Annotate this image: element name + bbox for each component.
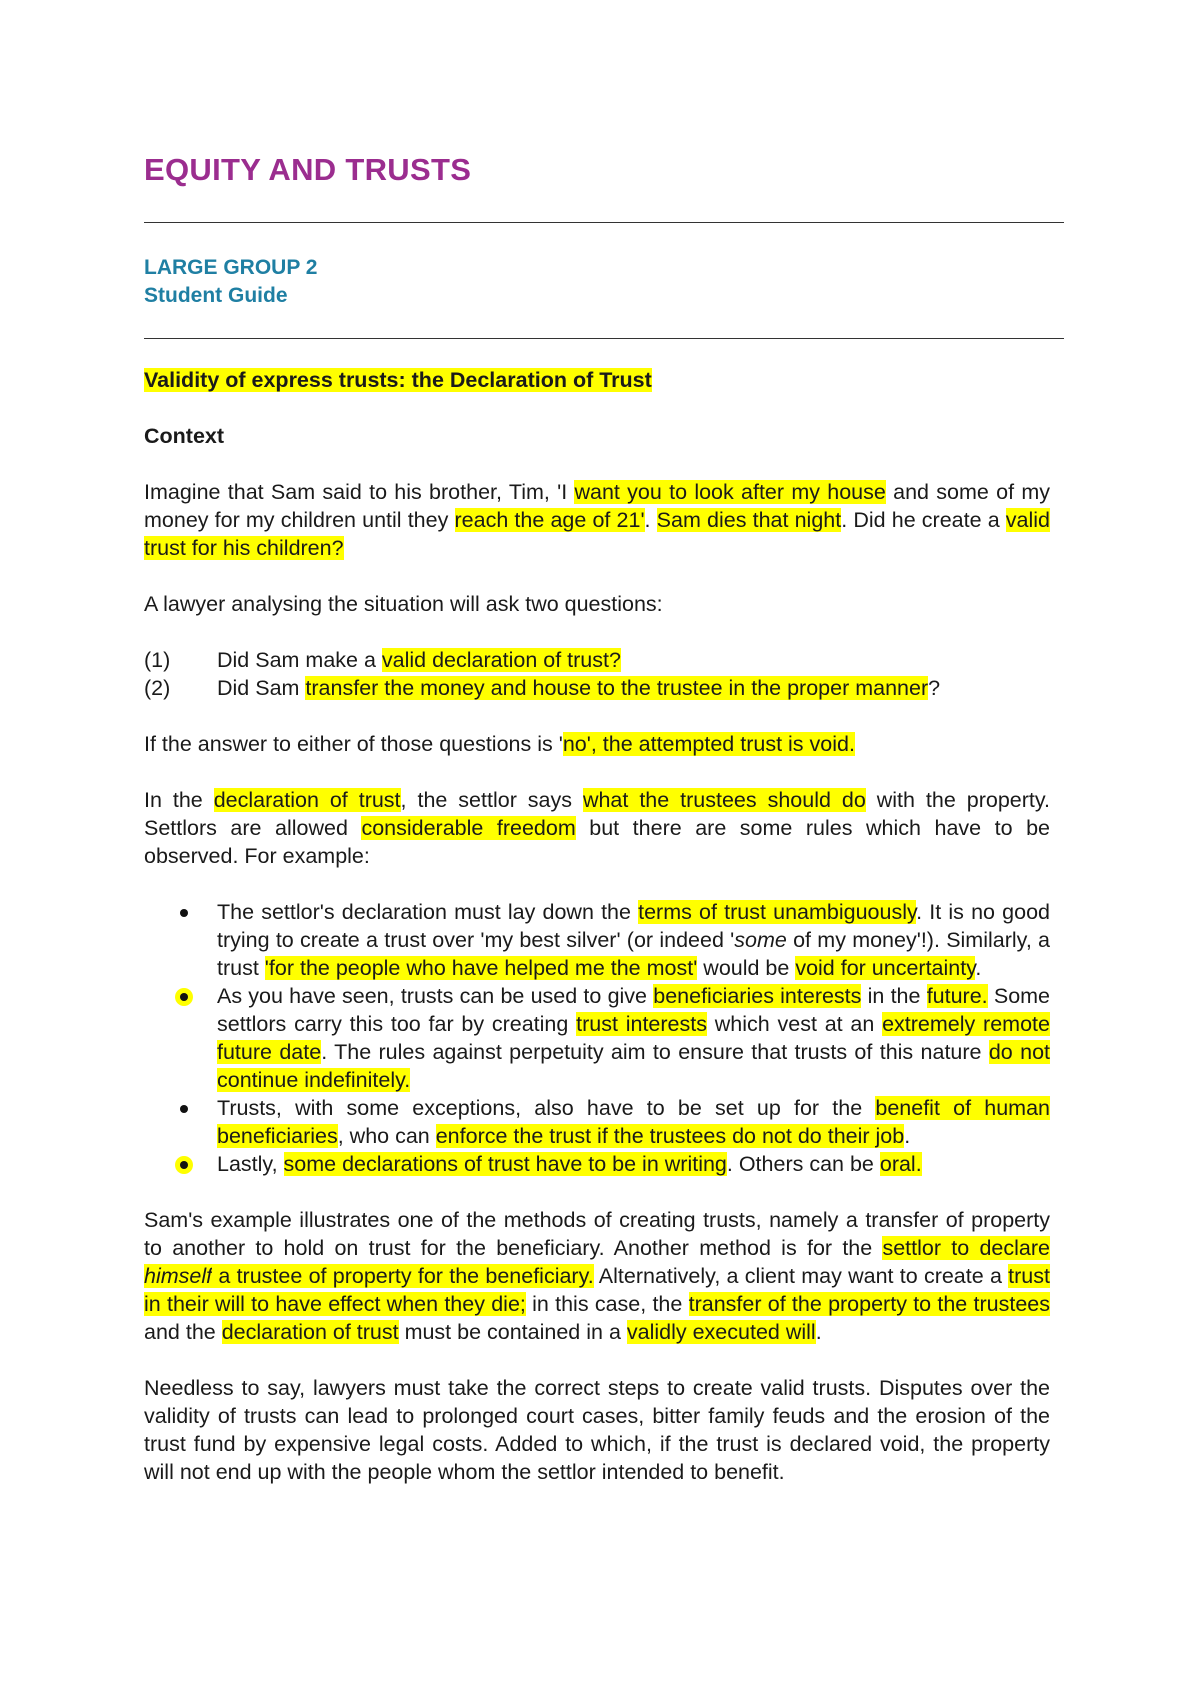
paragraph-methods — [144, 1206, 1050, 1346]
text-run: . It is no good trying to create a trust over 'my best silver' (or indeed ' — [217, 900, 1050, 952]
text-run: , who can — [337, 1124, 436, 1148]
paragraph-scenario — [144, 478, 1050, 562]
highlight-run: enforce the trust if the trustees do not do their job — [435, 1124, 905, 1148]
section-heading — [144, 366, 1050, 394]
text-run: Imagine that Sam said to his brother, Tim, 'I — [144, 480, 575, 504]
text-run: Alternatively, a client may want to create a — [593, 1264, 1009, 1288]
bullet-dot-icon — [144, 1150, 217, 1178]
group-label: LARGE GROUP 2 — [144, 256, 318, 279]
text-run: The settlor's declaration must lay down the — [217, 900, 639, 924]
text-run: . — [904, 1124, 911, 1148]
text-run: with the property. Settlors are allowed — [144, 788, 1051, 840]
highlight-run: a trustee of property for the beneficiary. — [212, 1264, 594, 1288]
highlight-run: validly executed will — [626, 1320, 816, 1344]
text-run: If the answer to either of those questions is ' — [144, 732, 563, 756]
question-list — [144, 646, 1050, 702]
highlight-run: terms of trust unambiguously — [638, 900, 917, 924]
bullet-item — [144, 982, 1050, 1094]
text-run: Did Sam make a — [217, 648, 382, 672]
emphasis-run: some — [734, 928, 787, 952]
emphasis-run: himself — [144, 1264, 213, 1288]
question-item — [144, 674, 1050, 702]
text-run: Some settlors carry this too far by creating — [217, 984, 1051, 1036]
highlight-run: considerable freedom — [361, 816, 576, 840]
text-run: . Did he create a — [841, 508, 1006, 532]
highlight-run: do not continue indefinitely. — [217, 1040, 1050, 1092]
rules-list — [144, 898, 1050, 1178]
text-run: . The rules against perpetuity aim to ensure that trusts of this nature — [321, 1040, 989, 1064]
bullet-text — [217, 898, 1050, 982]
question-number: (1) — [144, 648, 171, 672]
document-body — [144, 366, 1050, 1514]
highlight-run: benefit of human beneficiaries — [217, 1096, 1050, 1148]
question-text — [217, 674, 940, 702]
highlight-run: 'for the people who have helped me the most' — [264, 956, 698, 980]
highlight-run: future. — [926, 984, 988, 1008]
bullet-text — [217, 1150, 1050, 1178]
divider-top — [144, 222, 1064, 223]
highlight-run: valid trust for his children? — [144, 508, 1051, 560]
section-heading-highlight: Validity of express trusts: the Declaration of Trust — [144, 368, 652, 392]
text-run: which vest at an — [706, 1012, 883, 1036]
text-run: . — [815, 1320, 822, 1344]
text-run: and the — [144, 1320, 222, 1344]
text-run: In the — [144, 788, 214, 812]
paragraph-void — [144, 730, 1050, 758]
bullet-text — [217, 1094, 1050, 1150]
text-run: must be contained in a — [398, 1320, 627, 1344]
text-run: . — [644, 508, 657, 532]
question-text — [217, 646, 621, 674]
student-guide-label: Student Guide — [144, 284, 288, 307]
group-header — [144, 254, 317, 310]
text-run: Did Sam — [217, 676, 306, 700]
highlight-run: declaration of trust — [221, 1320, 399, 1344]
question-item — [144, 646, 1050, 674]
bullet-item — [144, 1150, 1050, 1178]
highlight-run: what the trustees should do — [582, 788, 866, 812]
highlight-run: oral. — [879, 1152, 922, 1176]
highlight-run: want you to look after my house — [574, 480, 886, 504]
highlight-run: transfer of the property to the trustees — [688, 1292, 1050, 1316]
highlight-run: void for uncertainty — [795, 956, 976, 980]
divider-bottom — [144, 338, 1064, 339]
highlight-run: extremely remote future date — [217, 1012, 1050, 1064]
text-run: Lastly, — [217, 1152, 284, 1176]
highlight-run: trust interests — [576, 1012, 707, 1036]
highlight-run: trust in their will to have effect when they die; — [144, 1264, 1050, 1316]
text-run: Sam's example illustrates one of the methods of creating trusts, namely a transfer of property to another to hold on trust for the beneficiary. Another method is for the — [144, 1208, 1050, 1260]
highlight-run: reach the age of 21' — [454, 508, 645, 532]
text-run: As you have seen, trusts can be used to give — [217, 984, 654, 1008]
text-run: , the settlor says — [400, 788, 583, 812]
text-run: would be — [697, 956, 796, 980]
highlight-run: settlor to declare — [882, 1236, 1050, 1260]
text-run: . Others can be — [726, 1152, 880, 1176]
bullet-dot-icon — [144, 1094, 217, 1150]
text-run: in the — [861, 984, 927, 1008]
paragraph-two-questions: A lawyer analysing the situation will ask two questions: — [144, 592, 663, 616]
highlight-run: no', the attempted trust is void. — [562, 732, 855, 756]
highlight-run: Sam dies that night — [656, 508, 842, 532]
bullet-dot-icon — [144, 982, 217, 1094]
highlight-run: beneficiaries interests — [653, 984, 862, 1008]
paragraph-conclusion: Needless to say, lawyers must take the correct steps to create valid trusts. Disputes over the validity of trusts can lead to prolonged court cases, bitter family feuds and the erosion of the trust fund by expensive legal costs. Added to which, if the trust is declared void, the property will not end up with the people whom the settlor intended to benefit. — [144, 1376, 1050, 1484]
text-run: and some of my money for my children until they — [144, 480, 1050, 532]
highlight-run: declaration of trust — [213, 788, 401, 812]
context-heading: Context — [144, 424, 225, 448]
highlight-run: transfer the money and house to the trustee in the proper manner — [305, 676, 929, 700]
paragraph-declaration — [144, 786, 1050, 870]
text-run: of my money'!). Similarly, a trust — [217, 928, 1050, 980]
text-run: but there are some rules which have to be observed. For example: — [144, 816, 1050, 868]
bullet-text — [217, 982, 1050, 1094]
text-run: ? — [928, 676, 941, 700]
question-number: (2) — [144, 676, 171, 700]
text-run: Trusts, with some exceptions, also have to be set up for the — [217, 1096, 876, 1120]
document-title: EQUITY AND TRUSTS — [144, 152, 472, 187]
highlight-run: some declarations of trust have to be in writing — [283, 1152, 727, 1176]
text-run: in this case, the — [525, 1292, 689, 1316]
text-run: . — [975, 956, 982, 980]
highlight-run: valid declaration of trust? — [381, 648, 621, 672]
bullet-item — [144, 898, 1050, 982]
bullet-dot-icon — [144, 898, 217, 982]
bullet-item — [144, 1094, 1050, 1150]
